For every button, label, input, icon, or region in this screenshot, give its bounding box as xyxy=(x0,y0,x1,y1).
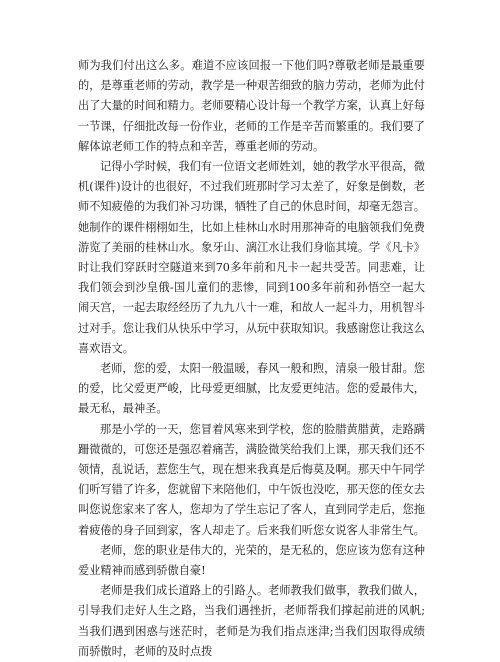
paragraph-3: 老师，您的爱，太阳一般温暖，春风一般和煦，清泉一般甘甜。您的爱，比父爱更严峻，比母爱更细腻，比友爱更纯洁。您的爱最伟大，最无私，最神圣。 xyxy=(78,362,425,416)
document-page xyxy=(78,56,425,662)
page-number: 7 xyxy=(247,596,253,606)
paragraph-5: 老师，您的职业是伟大的，光荣的，是无私的，您应该为您有这种爱业精神而感到骄傲自豪! xyxy=(78,543,425,578)
paragraph-6: 老师是我们成长道路上的引路人。老师教我们做事，教我们做人，引导我们走好人生之路，当我们遇挫折，老师帮我们撑起前进的风帆;当我们遇到困惑与迷茫时，老师是为我们指点迷津;当我们因取得成绩而骄傲时，老师的及时点拨 xyxy=(78,584,425,658)
paragraph-4: 那是小学的一天，您冒着风寒来到学校，您的脸腊黄腊黄，走路蹒跚微微的，可您还是强忍着痛苦，满脸微笑给我们上课，那天我们还不领情，乱说话，惹您生气，现在想来我真是后悔莫及啊。那天中午同学们听写错了许多，您就留下来陪他们，中午饭也没吃，那天您的侄女去叫您说您家来了客人，您却为了学生忘记了客人，直到同学走后，您拖着疲倦的身子回到家，客人却走了。后来我们听您女说客人非常生气。 xyxy=(78,422,425,537)
paragraph-1: 师为我们付出这么多。难道不应该回报一下他们吗?尊敬老师是最重要的，是尊重老师的劳动，教学是一种艰苦细致的脑力劳动，老师为此付出了大量的时间和精力。老师要精心设计每一个教学方案，认真上好每一节课，仔细批改每一份作业，老师的工作是辛苦而繁重的。我们要了解体谅老师工作的特点和辛苦，尊重老师的劳动。 xyxy=(78,59,425,153)
paragraph-2: 记得小学时候，我们有一位语文老师姓刘，她的教学水平很高，微机(课件)设计的也很好，不过我们班那时学习太差了，好象是倒数，老师不知疲倦的为我们补习功课，牺牲了自己的休息时间，却毫无怨言。她制作的课件栩栩如生，比如上桂林山水时用那神奇的电脑领我们免费游览了美丽的桂林山水。象牙山、漓江水让我们身临其境。学《凡卡》时让我们穿跃时空隧道来到70多年前和凡卡一起共受苦。同悲难，让我们领会到沙皇俄-国儿童们的悲惨，同到100多年前和孙悟空一起大闹天宫，一起去取经经历了九九八十一难，和故人一起斗力，用机智斗过对手。您让我们从快乐中学习，从玩中获取知识。我感谢您让我这么喜欢语文。 xyxy=(78,160,425,355)
